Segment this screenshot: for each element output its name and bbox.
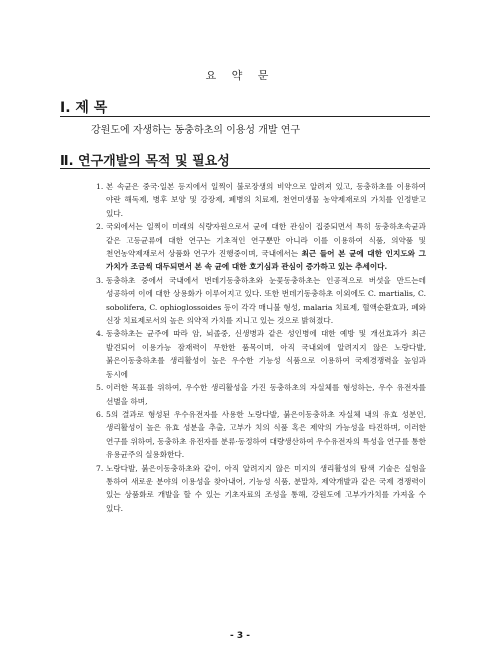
section-1-rule	[60, 116, 430, 117]
section-2-title: 연구개발의 목적 및 필요성	[78, 154, 230, 169]
item-text-plain: 국외에서는 일찍이 미래의 식량자원으로서 균에 대한 관심이 집중되면서 특히 동충하초속균과 같은 고등균류에 대한 연구는 기초적인 연구뿐만 아니라 이를 이용하여 식품, 의약품 및 천연농약제재로서 상품화 연구가 진행중이며, 국내에서는	[106, 222, 426, 259]
list-item	[96, 180, 426, 220]
item-number: 6.	[96, 409, 104, 419]
list-item	[96, 220, 426, 274]
item-number: 7.	[96, 463, 104, 473]
list-item	[96, 381, 426, 408]
item-text: 동충하초는 균주에 따라 암, 뇌졸중, 신생병과 같은 성인병에 대한 예방 및 개선효과가 최근 발견되어 이용가능 잠재력이 무한한 품목이며, 아직 국내외에 알려지지 않은 노랑다발, 붉은이동충하초를 생리활성이 높은 우수한 기능성 식품으로 이용하여 국제경쟁력을 높임과 동시에	[106, 329, 426, 379]
item-text	[106, 220, 426, 274]
item-number: 3.	[96, 275, 104, 285]
section-1-heading	[60, 97, 107, 117]
section-2-rule	[60, 168, 430, 169]
list-item	[96, 462, 426, 516]
summary-title: 요 약 문	[205, 69, 275, 82]
section-1-title: 제 목	[75, 100, 108, 116]
item-number: 1.	[96, 182, 104, 191]
project-title: 강원도에 자생하는 동충하초의 이용성 개발 연구	[91, 125, 301, 136]
list-item	[96, 327, 426, 381]
item-text: 5의 결과로 형성된 우수유전자를 사용한 노랑다발, 붉은이동충하초 자실체 내의 유효 성분인, 생리활성이 높은 유효 성분을 추출, 고부가 치의 식품 혹은 제약의 가능성을 타진하며, 이러한 연구를 위하여, 동충하초 유전자를 분류·동정하여 대량생산하여 우수유전자의 특성을 연구를 통한 유용균주의 실용화한다.	[106, 409, 426, 460]
item-number: 4.	[96, 329, 104, 339]
item-text: 본 속균은 중국·일본 등지에서 일찍이 불로장생의 비약으로 알려져 있고, 동충하초를 이용하여 야란 해독제, 병후 보양 및 강장제, 폐병의 치료제, 천연미생물 농약제재로의 가치를 인정받고 있다.	[106, 182, 426, 218]
section-1-number: Ⅰ.	[60, 100, 71, 116]
item-text: 동충하초 중에서 국내에서 번데기동충하초와 눈꽃동충하초는 인공적으로 버섯을 만드는데 성공하여 이에 대한 상용화가 이루어지고 있다. 또한 번데기동충하초 이외에도 C. martialis, C. sobolifera, C. ophioglossoides 등이 각각 매니불 형성, malaria 치료제, 혈액순환효과, 폐와 신장 치료제로서의 높은 의약적 가치를 지니고 있는 것으로 밝혀졌다.	[106, 275, 426, 326]
section-2-number: Ⅱ.	[60, 154, 74, 169]
item-number: 5.	[96, 383, 104, 393]
purpose-list	[96, 180, 426, 515]
page-number: - 3 -	[230, 631, 250, 641]
item-text: 노랑다발, 붉은이동충하초와 같이, 아직 알려지지 않은 미지의 생리활성의 탐색 기술은 실험을 통하여 새로운 분야의 이용성을 찾아내어, 기능성 식품, 분말차, 제약개발과 같은 국제 경쟁력이 있는 상품화로 개발을 할 수 있는 기초자료의 조성을 통해, 강원도에 고부가가치를 가져올 수 있다.	[106, 463, 426, 513]
item-text-bold: 최근 들어 본 균에 대한 인지도와 그 가치가 조금씩 대두되면서 본 속 균에 대한 호기심과 관심이 증가하고 있는 추세이다.	[106, 249, 426, 272]
list-item	[96, 408, 426, 462]
list-item	[96, 274, 426, 328]
section-2-heading	[60, 150, 230, 169]
item-number: 2.	[96, 222, 104, 232]
item-text: 이러한 목표를 위하여, 우수한 생리활성을 가진 동충하초의 자실체를 형성하는, 우수 유전자를 선별을 하며,	[106, 383, 426, 406]
